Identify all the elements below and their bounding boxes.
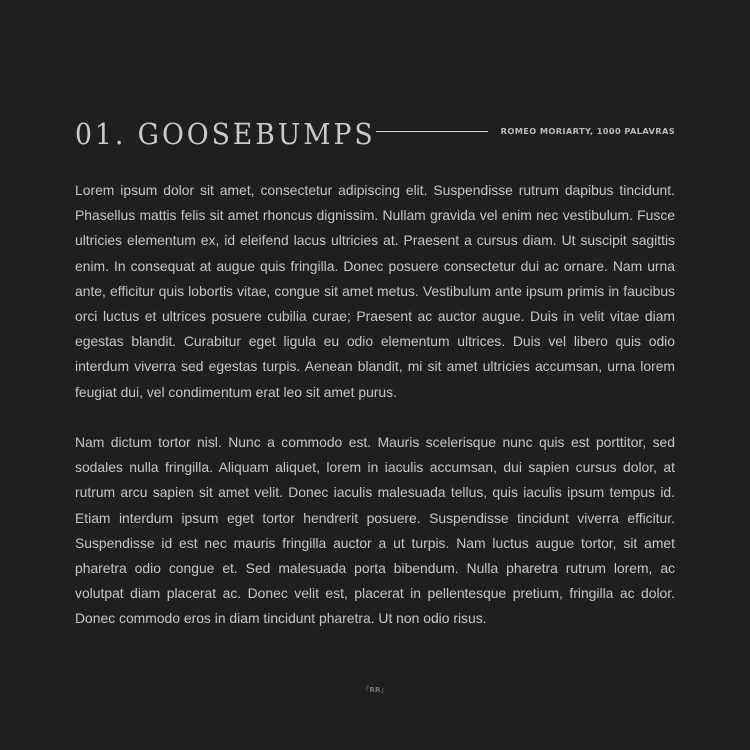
- footer-monogram: 「RR」: [362, 686, 388, 694]
- chapter-title: 01. GOOSEBUMPS: [75, 116, 376, 151]
- chapter-body: [75, 178, 675, 657]
- header-divider-rule: [376, 131, 488, 132]
- body-paragraph: Nam dictum tortor nisl. Nunc a commodo est. Mauris scelerisque nunc quis est porttitor, sed sodales nulla fringilla. Aliquam aliquet, lorem in iaculis accumsan, dui sapien cursus dolor, at rutrum arcu sapien sit amet velit. Donec iaculis malesuada tellus, quis iaculis ipsum tempus id. Etiam interdum ipsum eget tortor hendrerit posuere. Suspendisse tincidunt viverra efficitur. Suspendisse id est nec mauris fringilla auctor a ut turpis. Nam luctus augue tortor, sit amet pharetra odio congue et. Sed malesuada porta bibendum. Nulla pharetra rutrum lorem, ac volutpat diam placerat ac. Donec velit est, placerat in pellentesque pretium, fringilla ac dolor. Donec commodo eros in diam tincidunt pharetra. Ut non odio risus.: [75, 434, 675, 627]
- chapter-header: [75, 114, 675, 154]
- author-byline: ROMEO MORIARTY, 1000 PALAVRAS: [500, 126, 675, 136]
- body-paragraph: Lorem ipsum dolor sit amet, consectetur adipiscing elit. Suspendisse rutrum dapibus tincidunt. Phasellus mattis felis sit amet rhoncus dignissim. Nullam gravida vel enim nec vestibulum. Fusce ultricies elementum ex, id eleifend lacus ultricies at. Praesent a cursus diam. Ut suscipit sagittis enim. In consequat at augue quis fringilla. Donec posuere consectetur dui ac ornare. Nam urna ante, efficitur quis lobortis vitae, congue sit amet metus. Vestibulum ante ipsum primis in faucibus orci luctus et ultrices posuere cubilia curae; Praesent ac auctor augue. Duis in velit vitae diam egestas blandit. Curabitur eget ligula eu odio elementum ultrices. Duis vel libero quis odio interdum viverra sed egestas turpis. Aenean blandit, mi sit amet ultricies accumsan, urna lorem feugiat dui, vel condimentum erat leo sit amet purus.: [75, 182, 675, 400]
